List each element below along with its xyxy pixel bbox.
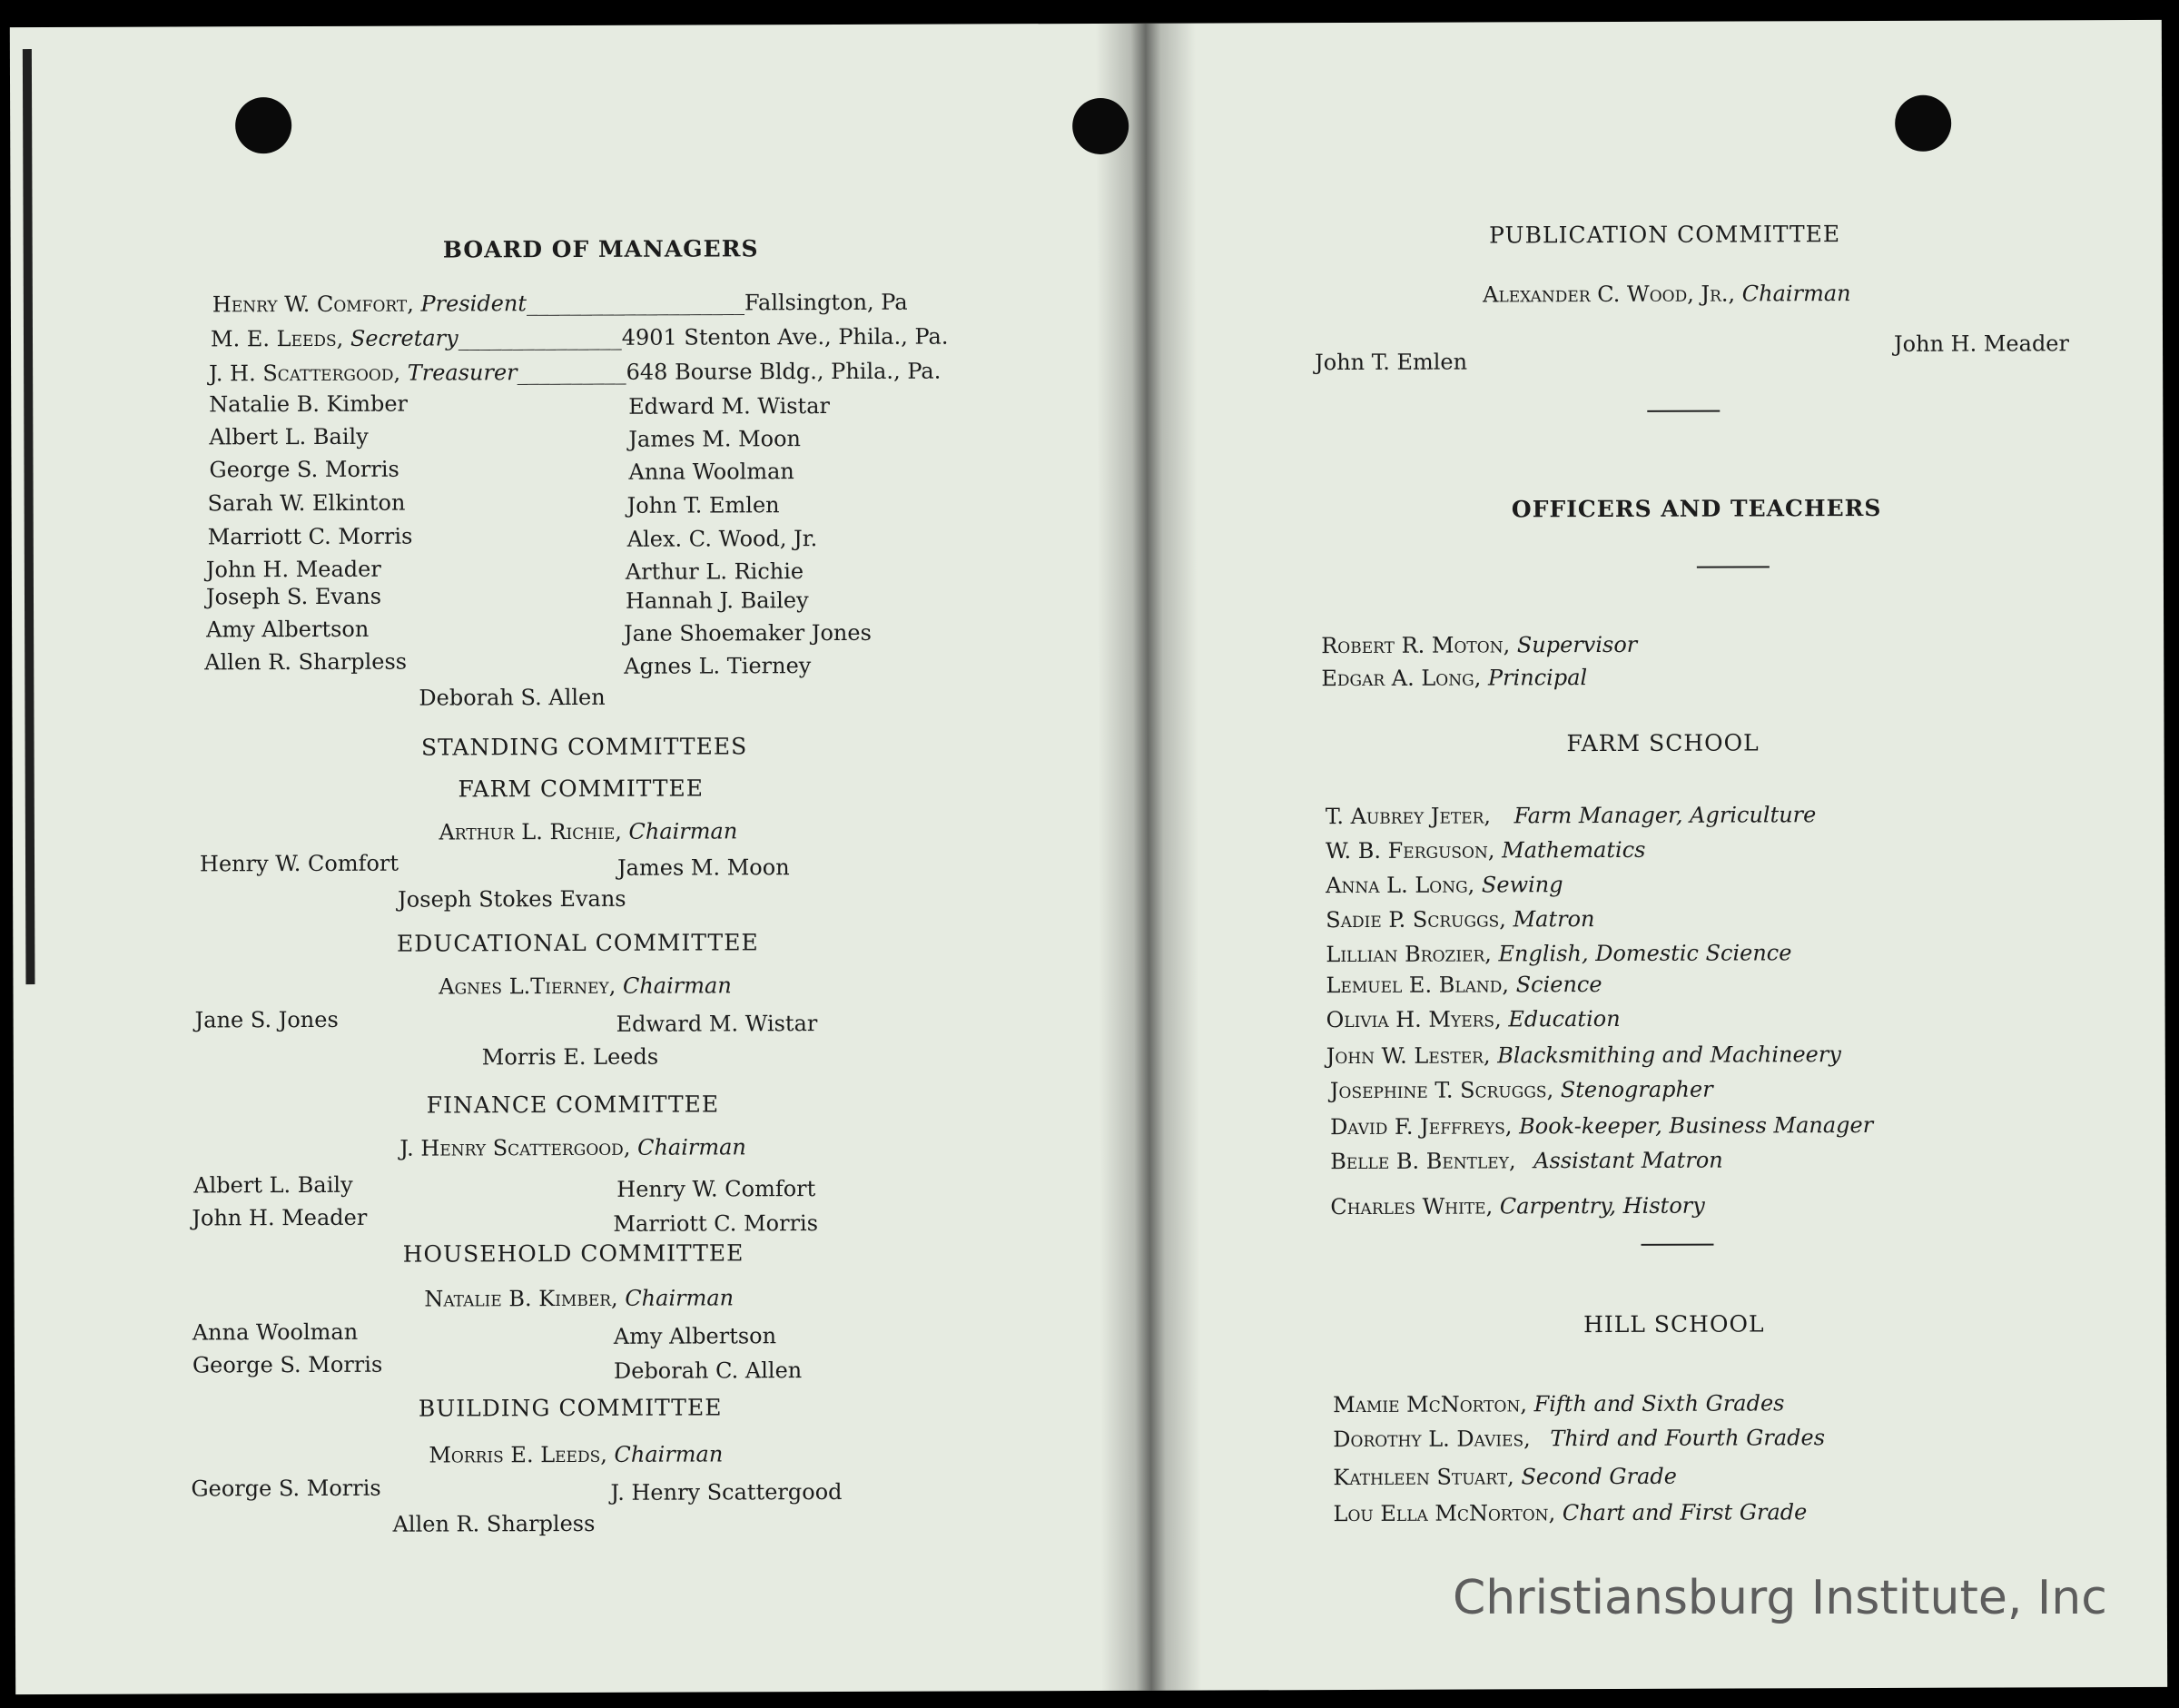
- officer-row: M. E. Leeds, Secretary_______________4901 Stenton Ave., Phila., Pa.: [210, 323, 949, 352]
- right-page: [1141, 20, 2167, 1691]
- staff-title: Blacksmithing and Machineery: [1497, 1042, 1841, 1069]
- committee-chair: Arthur L. Richie, Chairman: [439, 818, 738, 845]
- chair-title: Chairman: [637, 1134, 746, 1160]
- staff-title: Stenographer: [1560, 1076, 1713, 1103]
- dot-leader: ____________________: [526, 290, 745, 317]
- chair-title: Chairman: [628, 818, 738, 844]
- officer-role: Secretary: [350, 325, 458, 351]
- staff-name: Dorothy L. Davies: [1333, 1426, 1524, 1453]
- chair-name: Morris E. Leeds: [429, 1441, 601, 1468]
- staff-row: W. B. Ferguson, Mathematics: [1325, 836, 1646, 864]
- staff-title: Fifth and Sixth Grades: [1533, 1390, 1785, 1417]
- punch-hole-right: [1895, 95, 1951, 152]
- staff-row: Mamie McNorton, Fifth and Sixth Grades: [1333, 1390, 1785, 1418]
- staff-row: Olivia H. Myers, Education: [1326, 1005, 1621, 1033]
- staff-title: Supervisor: [1516, 631, 1638, 658]
- committee-heading: HOUSEHOLD COMMITTEE: [402, 1239, 744, 1268]
- chair-title: Chairman: [622, 972, 732, 999]
- officer-address: 648 Bourse Bldg., Phila., Pa.: [626, 358, 942, 385]
- staff-title: Book-keeper, Business Manager: [1519, 1111, 1874, 1140]
- board-member: Anna Woolman: [628, 459, 794, 485]
- committee-chair: Morris E. Leeds, Chairman: [429, 1441, 724, 1468]
- staff-name: Lemuel E. Bland: [1326, 972, 1503, 999]
- staff-row: Lillian Brozier, English, Domestic Science: [1326, 940, 1792, 968]
- staff-row: Josephine T. Scruggs, Stenographer: [1329, 1076, 1713, 1104]
- committee-member: Henry W. Comfort: [616, 1176, 816, 1202]
- committee-member: J. Henry Scattergood: [610, 1478, 843, 1506]
- staff-title: English, Domestic Science: [1498, 940, 1792, 967]
- board-member: Marriott C. Morris: [207, 523, 413, 550]
- staff-row: Kathleen Stuart, Second Grade: [1333, 1463, 1677, 1491]
- punch-hole-left: [235, 97, 291, 153]
- staff-row: David F. Jeffreys, Book-keeper, Business Manager: [1329, 1111, 1874, 1140]
- board-member: Sarah W. Elkinton: [207, 489, 406, 517]
- committee-heading: FINANCE COMMITTEE: [426, 1091, 720, 1119]
- staff-row: Belle B. Bentley, Assistant Matron: [1330, 1147, 1723, 1175]
- officer-row: Henry W. Comfort, President____________________Fallsington, Pa: [212, 289, 908, 318]
- officer-address: 4901 Stenton Ave., Phila., Pa.: [621, 323, 949, 350]
- staff-name: Belle B. Bentley: [1330, 1148, 1509, 1175]
- board-member: Natalie B. Kimber: [209, 390, 409, 418]
- committee-chair: Natalie B. Kimber, Chairman: [424, 1285, 735, 1312]
- board-member: Allen R. Sharpless: [204, 648, 408, 676]
- staff-row: Dorothy L. Davies, Third and Fourth Grades: [1333, 1425, 1826, 1453]
- staff-row: Sadie P. Scruggs, Matron: [1326, 906, 1595, 933]
- committee-member: George S. Morris: [191, 1475, 381, 1502]
- document-sheet: [10, 20, 2167, 1694]
- staff-title: Science: [1515, 972, 1602, 998]
- left-page: [10, 24, 1147, 1694]
- board-member: John T. Emlen: [626, 492, 780, 518]
- staff-row: Robert R. Moton, Supervisor: [1321, 631, 1638, 659]
- committee-member: Henry W. Comfort: [199, 850, 399, 877]
- chair-name: J. Henry Scattergood: [399, 1134, 624, 1161]
- punch-hole-center: [1072, 98, 1129, 154]
- staff-name: Robert R. Moton: [1321, 632, 1504, 659]
- committee-member: Deborah C. Allen: [613, 1358, 803, 1384]
- committee-member: Albert L. Baily: [193, 1171, 353, 1199]
- divider-rule: [1647, 410, 1720, 412]
- officers-heading: OFFICERS AND TEACHERS: [1511, 494, 1882, 523]
- board-member: John H. Meader: [205, 556, 381, 583]
- committee-member: Jane S. Jones: [194, 1006, 339, 1033]
- officer-role: President: [420, 291, 527, 317]
- officer-row: J. H. Scattergood, Treasurer__________648 Bourse Bldg., Phila., Pa.: [209, 358, 942, 387]
- divider-rule: [1641, 1244, 1713, 1246]
- chair-title: Chairman: [625, 1285, 735, 1311]
- staff-name: Mamie McNorton: [1333, 1391, 1521, 1418]
- board-member: Albert L. Baily: [209, 423, 369, 450]
- staff-name: Edgar A. Long: [1321, 665, 1474, 692]
- staff-title: Second Grade: [1521, 1463, 1677, 1490]
- committee-member: James M. Moon: [616, 854, 790, 881]
- committee-member: Edward M. Wistar: [616, 1011, 818, 1037]
- chair-name: Alexander C. Wood, Jr.: [1483, 281, 1729, 308]
- staff-title: Chart and First Grade: [1562, 1499, 1808, 1526]
- staff-title: Mathematics: [1502, 836, 1646, 864]
- board-member: Deborah S. Allen: [419, 684, 606, 711]
- staff-title: Farm Manager, Agriculture: [1513, 802, 1817, 829]
- board-member: Edward M. Wistar: [628, 392, 831, 420]
- staff-title: Matron: [1513, 906, 1595, 933]
- standing-committees-heading: STANDING COMMITTEES: [420, 733, 748, 761]
- chair-name: Agnes L.Tierney: [439, 972, 609, 1000]
- officer-name: Henry W. Comfort: [212, 291, 408, 318]
- chair-title: Chairman: [614, 1441, 724, 1467]
- staff-row: John W. Lester, Blacksmithing and Machineery: [1326, 1042, 1841, 1070]
- committee-member: John H. Meader: [192, 1204, 368, 1231]
- officer-role: Treasurer: [407, 360, 518, 386]
- committee-member: Joseph Stokes Evans: [398, 885, 626, 913]
- committee-member: Anna Woolman: [192, 1318, 359, 1346]
- staff-title: Education: [1508, 1005, 1621, 1032]
- chair-name: Arthur L. Richie: [439, 818, 616, 845]
- board-member: Arthur L. Richie: [625, 558, 804, 585]
- staff-row: Edgar A. Long, Principal: [1321, 665, 1588, 692]
- board-heading: BOARD OF MANAGERS: [442, 235, 759, 263]
- committee-member: Amy Albertson: [613, 1323, 777, 1349]
- farm-school-heading: FARM SCHOOL: [1566, 729, 1760, 757]
- committee-chair: Agnes L.Tierney, Chairman: [439, 972, 732, 1000]
- dot-leader: __________: [517, 359, 626, 386]
- staff-name: John W. Lester: [1326, 1042, 1484, 1070]
- staff-name: W. B. Ferguson: [1325, 837, 1488, 864]
- staff-title: Third and Fourth Grades: [1550, 1425, 1826, 1452]
- committee-heading: EDUCATIONAL COMMITTEE: [396, 929, 759, 957]
- board-member: Amy Albertson: [206, 616, 370, 643]
- committee-member: Marriott C. Morris: [613, 1210, 819, 1237]
- staff-name: Kathleen Stuart: [1333, 1464, 1508, 1491]
- staff-title: Sewing: [1481, 872, 1563, 898]
- committee-member: Allen R. Sharpless: [392, 1510, 596, 1537]
- committee-member: John H. Meader: [1893, 331, 2070, 357]
- board-member: Hannah J. Bailey: [625, 587, 809, 614]
- staff-name: Charles White: [1330, 1193, 1486, 1220]
- committee-member: John T. Emlen: [1315, 349, 1468, 376]
- staff-title: Carpentry, History: [1499, 1192, 1705, 1219]
- board-member: George S. Morris: [209, 456, 399, 483]
- watermark: Christiansburg Institute, Inc: [1453, 1571, 2107, 1625]
- board-member: Agnes L. Tierney: [624, 653, 812, 679]
- staff-name: T. Aubrey Jeter: [1325, 803, 1484, 830]
- board-member: James M. Moon: [628, 426, 802, 452]
- publication-chair: Alexander C. Wood, Jr., Chairman: [1483, 281, 1851, 308]
- board-member: Alex. C. Wood, Jr.: [626, 526, 818, 552]
- committee-chair: J. Henry Scattergood, Chairman: [399, 1134, 746, 1161]
- staff-title: Principal: [1487, 665, 1588, 691]
- board-member: Joseph S. Evans: [205, 583, 382, 610]
- staff-title: Assistant Matron: [1533, 1147, 1723, 1174]
- dot-leader: _______________: [458, 324, 622, 351]
- staff-name: Olivia H. Myers: [1326, 1006, 1495, 1033]
- officer-name: J. H. Scattergood: [209, 360, 394, 387]
- committee-heading: FARM COMMITTEE: [458, 775, 705, 803]
- committee-member: Morris E. Leeds: [481, 1043, 659, 1071]
- staff-name: Lou Ella McNorton: [1333, 1500, 1549, 1527]
- staff-row: T. Aubrey Jeter, Farm Manager, Agriculture: [1325, 802, 1817, 830]
- committee-member: George S. Morris: [192, 1351, 383, 1378]
- chair-name: Natalie B. Kimber: [424, 1285, 612, 1312]
- divider-rule: [1697, 566, 1770, 568]
- staff-name: Lillian Brozier: [1326, 941, 1485, 968]
- staff-row: Lou Ella McNorton, Chart and First Grade: [1333, 1499, 1808, 1527]
- staff-name: David F. Jeffreys: [1329, 1113, 1505, 1140]
- hill-school-heading: HILL SCHOOL: [1583, 1310, 1765, 1338]
- staff-row: Charles White, Carpentry, History: [1330, 1192, 1705, 1220]
- staff-row: Lemuel E. Bland, Science: [1326, 972, 1602, 999]
- officer-name: M. E. Leeds: [210, 325, 337, 352]
- staff-name: Sadie P. Scruggs: [1326, 906, 1500, 933]
- chair-title: Chairman: [1741, 281, 1851, 307]
- officer-address: Fallsington, Pa: [744, 289, 908, 316]
- staff-row: Anna L. Long, Sewing: [1326, 872, 1563, 899]
- publication-heading: PUBLICATION COMMITTEE: [1489, 221, 1841, 249]
- staff-name: Anna L. Long: [1326, 872, 1468, 899]
- staff-name: Josephine T. Scruggs: [1329, 1077, 1547, 1104]
- board-member: Jane Shoemaker Jones: [624, 619, 872, 647]
- committee-heading: BUILDING COMMITTEE: [418, 1394, 723, 1422]
